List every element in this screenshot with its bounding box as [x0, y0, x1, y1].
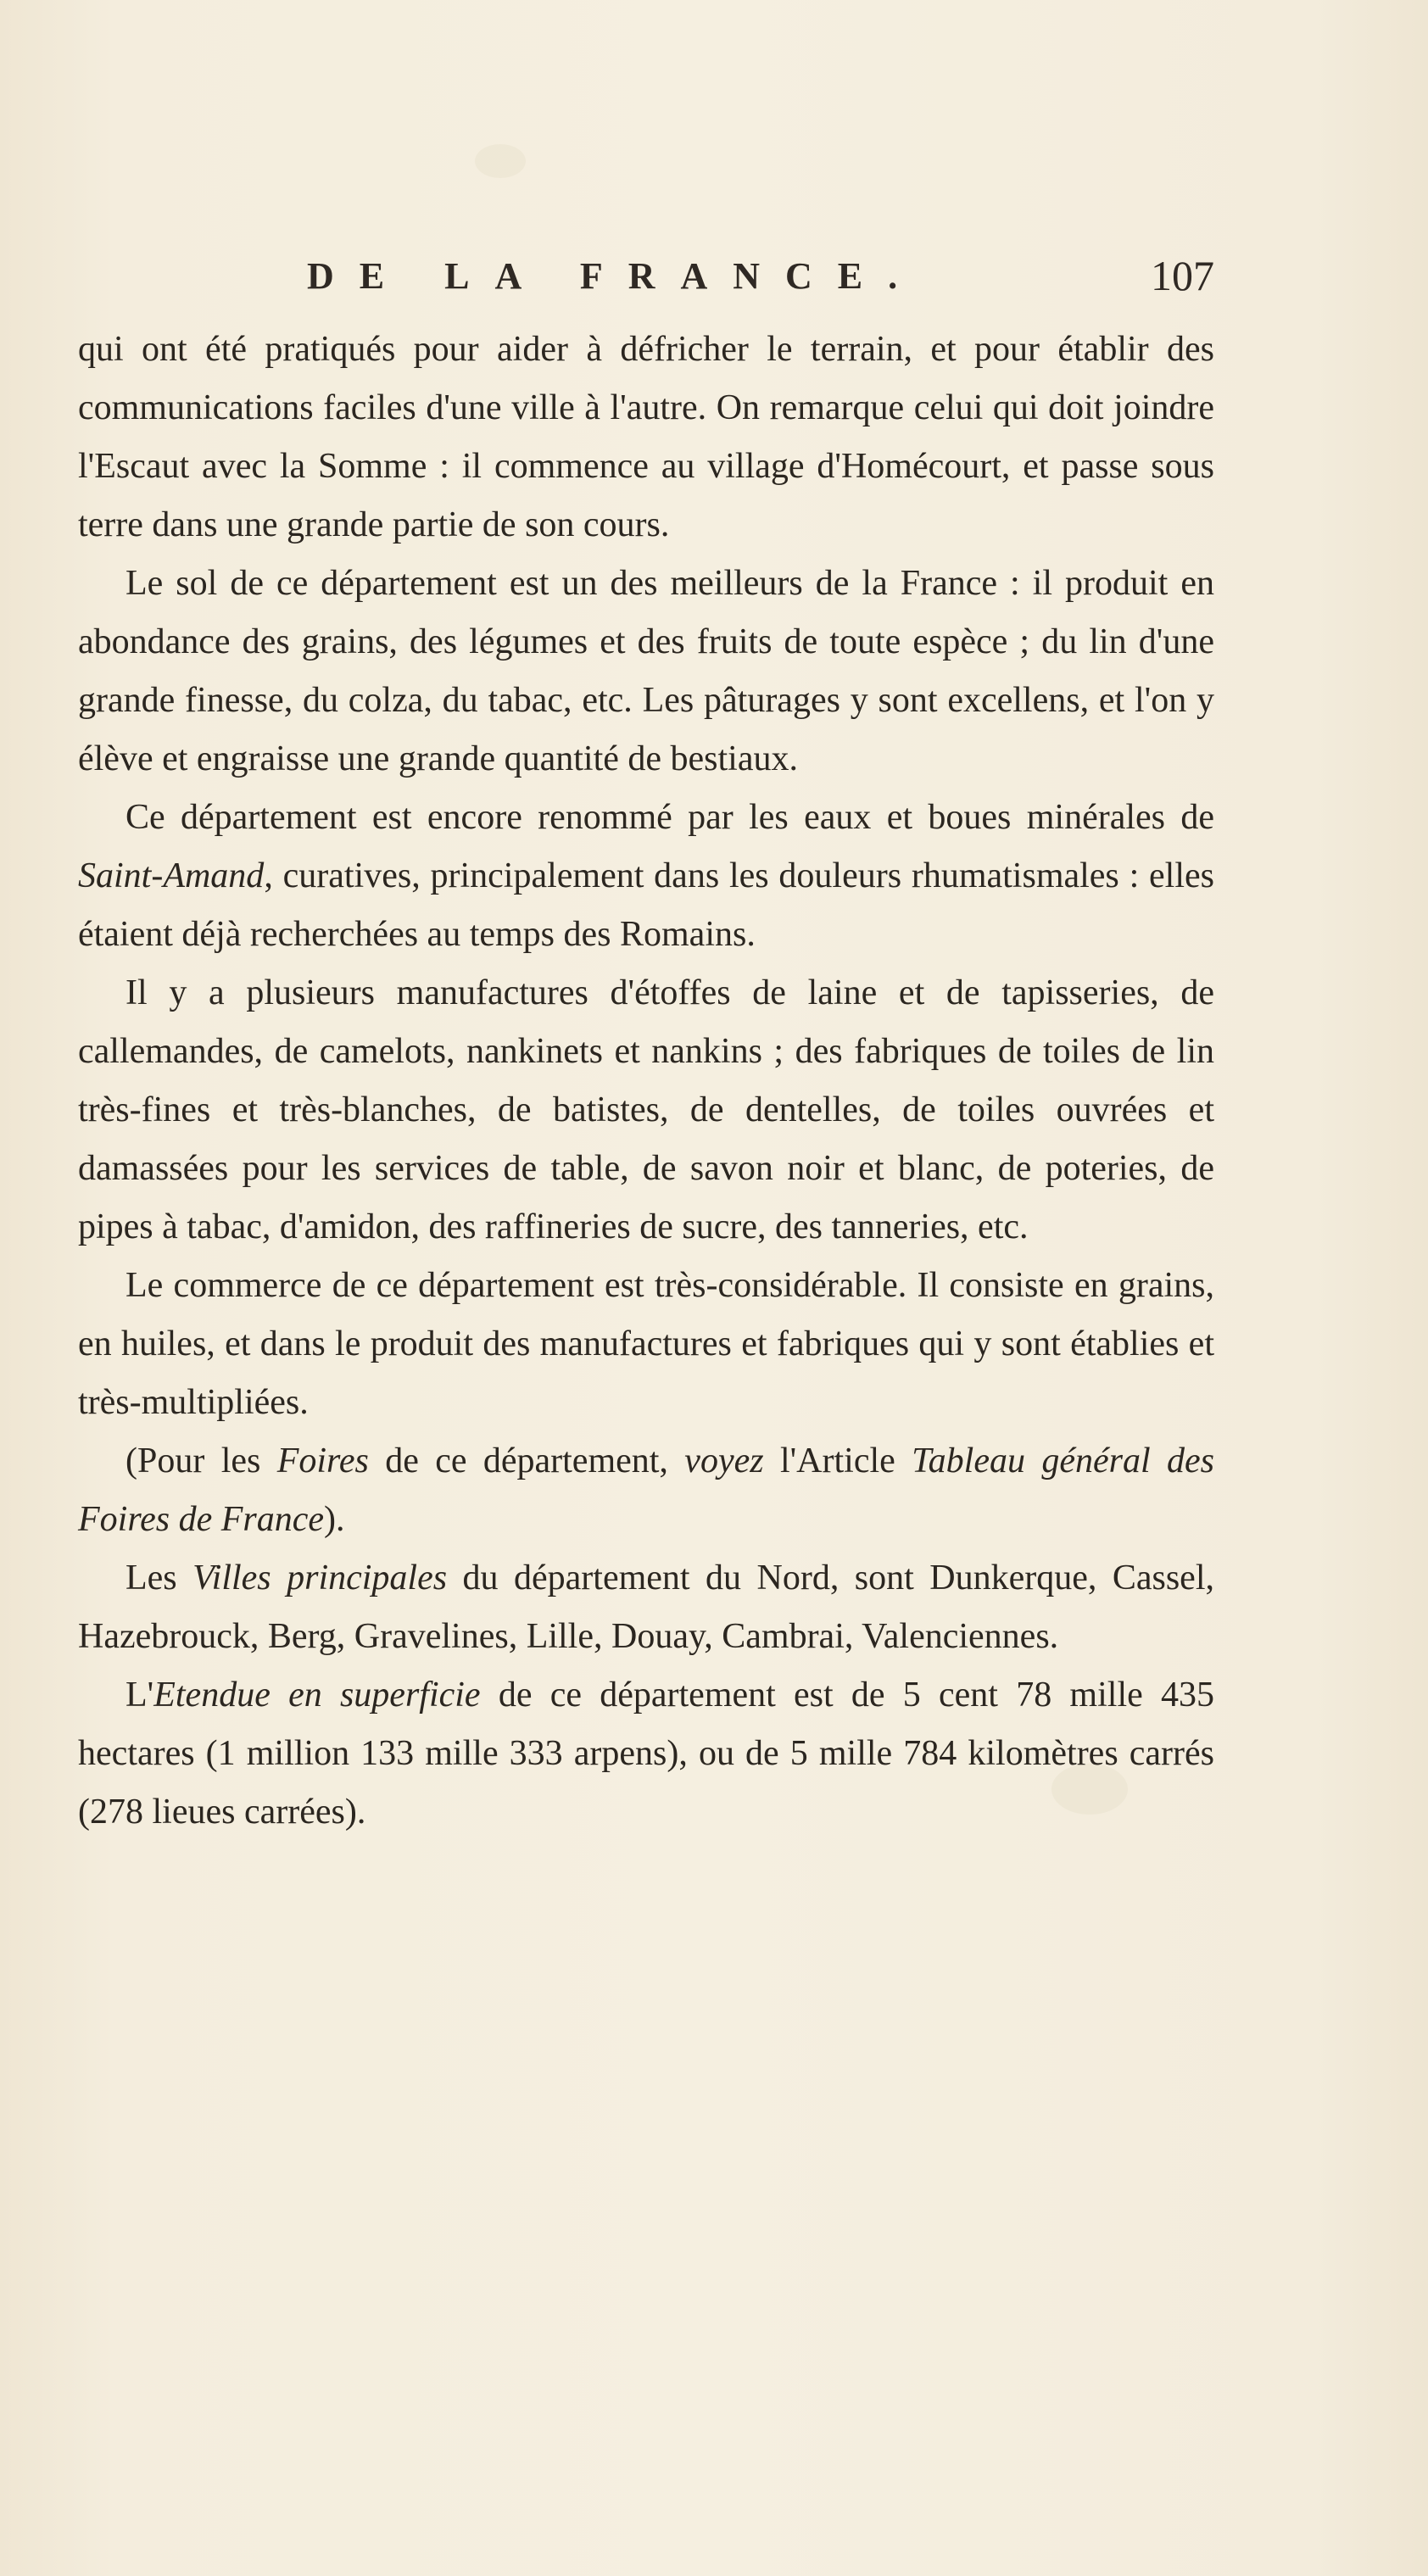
- text-run: Ce département est encore renommé par les eaux et boues minérales de: [126, 798, 1214, 837]
- paragraph: [78, 1432, 1214, 1549]
- text-run: Le sol de ce département est un des meilleurs de la France : il produit en abondance des grains, des légumes et des fruits de toute espèce ; du lin d'une grande finesse, du colza, du tabac, etc. Les pâturages y sont excellens, et l'on y élève et engraisse une grande quantité de bestiaux.: [78, 564, 1214, 778]
- italic-text: Tableau général des Foires de France: [78, 1441, 1214, 1539]
- paragraph: [78, 1666, 1214, 1842]
- text-run: de ce département est de 5 cent 78 mille 435 hectares (1 million 133 mille 333 arpens), ou de 5 mille 784 kilomètres carrés (278 lieues carrées).: [78, 1676, 1214, 1832]
- text-run: Il y a plusieurs manufactures d'étoffes de laine et de tapisseries, de callemandes, de camelots, nankinets et nankins ; des fabriques de toiles de lin très-fines et très-blanches, de batistes, de dentelles, de toiles ouvrées et damassées pour les services de table, de savon noir et blanc, de poteries, de pipes à tabac, d'amidon, des raffineries de sucre, des tanneries, etc.: [78, 973, 1214, 1246]
- text-run: Les: [126, 1558, 193, 1597]
- text-run: de ce département,: [368, 1441, 685, 1480]
- page-header: [78, 254, 1214, 314]
- paragraph: [78, 1549, 1214, 1666]
- page-number: 107: [1151, 252, 1214, 299]
- italic-text: Saint-Amand: [78, 856, 265, 895]
- text-run: du département du Nord, sont Dunkerque, Cassel, Hazebrouck, Berg, Gravelines, Lille, Douay, Cambrai, Valenciennes.: [78, 1558, 1214, 1656]
- paragraph: [78, 321, 1214, 555]
- text-run: (Pour les: [126, 1441, 277, 1480]
- paragraph: [78, 555, 1214, 789]
- body-text: [78, 321, 1214, 1842]
- text-run: , curatives, principalement dans les douleurs rhumatismales : elles étaient déjà recherchées au temps des Romains.: [78, 856, 1214, 954]
- italic-text: Etendue en superficie: [153, 1676, 481, 1715]
- text-run: qui ont été pratiqués pour aider à défricher le terrain, et pour établir des communications faciles d'une ville à l'autre. On remarque celui qui doit joindre l'Escaut avec la Somme : il commence au village d'Homécourt, et passe sous terre dans une grande partie de son cours.: [78, 330, 1214, 544]
- text-run: ).: [324, 1500, 345, 1539]
- text-run: Le commerce de ce département est très-considérable. Il consiste en grains, en huiles, et dans le produit des manufactures et fabriques qui y sont établies et très-multipliées.: [78, 1266, 1214, 1422]
- paragraph: [78, 789, 1214, 964]
- text-run: L': [126, 1676, 154, 1715]
- paper-stain: [475, 144, 526, 178]
- running-title: DE LA FRANCE.: [307, 255, 923, 297]
- paragraph: [78, 964, 1214, 1257]
- paragraph: [78, 1257, 1214, 1432]
- italic-text: voyez: [684, 1441, 764, 1480]
- italic-text: Villes principales: [192, 1558, 448, 1597]
- italic-text: Foires: [276, 1441, 369, 1480]
- text-run: l'Article: [763, 1441, 912, 1480]
